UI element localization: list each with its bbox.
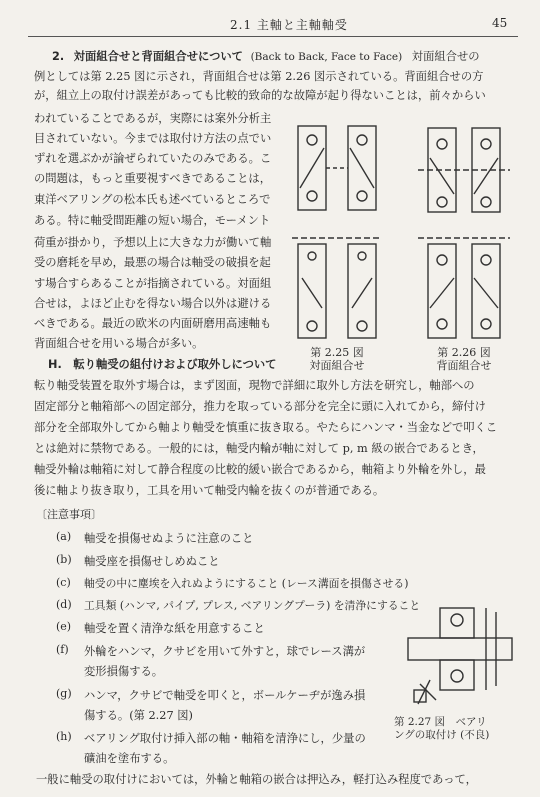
body-line: 転り軸受装置を取外す場合は，まず図面，現物で詳細に取外し方法を研究し，軸部への [34, 379, 475, 392]
body-line: 一般に軸受の取付けにおいては，外輪と軸箱の嵌合は押込み，軽打込み程度であって， [36, 773, 477, 786]
figure-2-27-number: 第 2.27 図 ベアリ [394, 716, 487, 728]
figure-2-26-number: 第 2.26 図 [437, 346, 491, 359]
notes-heading: 〔注意事項〕 [36, 508, 102, 521]
body-line: 東洋ベアリングの松本氏も述べているところで [34, 193, 271, 206]
figure-2-27-title: ングの取付け (不良) [394, 729, 490, 741]
figure-2-25-drawing [292, 118, 382, 346]
body-line: とは絶対に禁物である。一般的には，軸受内輪が軸に対して p, m 級の嵌合であるとき， [34, 442, 484, 455]
note-text: 軸受を置く清浄な紙を用意すること [84, 622, 265, 635]
body-line: 部分を全部取外してから軸より軸受を慎重に抜き取る。やたらにハンマ・当金などで叩くこ [34, 421, 498, 434]
section-h-number: H. [48, 358, 62, 371]
note-text: 工具類 (ハンマ, パイプ, プレス, ベアリングプーラ) を清浄にすること [84, 599, 421, 612]
note-mark: (h) [56, 730, 72, 743]
note-text: ベアリング取付け挿入部の軸・軸箱を清浄にし，少量の [84, 732, 366, 745]
section-h-heading [48, 358, 276, 371]
section-2-title: 対面組合せと背面組合せについて [73, 50, 243, 63]
body-line: 例としては第 2.25 図に示され，背面組合せは第 2.26 図示されている。背面組合せの方 [34, 70, 484, 83]
body-line: べきである。最近の欧米の内面研磨用高速軸も [34, 317, 272, 330]
body-line: ある。特に軸受間距離の短い場合，モーメント [34, 214, 271, 227]
note-mark: (b) [56, 553, 72, 566]
body-line: 固定部分と軸箱部への固定部分，推力を取っている部分を完全に頭に入れてから，締付け [34, 400, 486, 413]
figure-2-27-drawing [400, 600, 518, 708]
note-mark: (f) [56, 643, 69, 656]
running-header: 2.1 主軸と主軸軸受 [230, 18, 348, 32]
note-mark: (e) [56, 620, 72, 633]
figure-2-27-caption [394, 716, 518, 742]
note-text: 軸受座を損傷せしめぬこと [84, 555, 220, 568]
section-h-title: 転り軸受の組付けおよび取外しについて [73, 358, 277, 371]
page-number: 45 [492, 16, 508, 30]
note-text: 軸受の中に塵埃を入れぬようにすること (レース溝面を損傷させる) [84, 577, 409, 590]
figure-2-25-title: 対面組合せ [309, 359, 365, 372]
note-mark: (c) [56, 576, 71, 589]
note-mark: (d) [56, 598, 72, 611]
note-mark: (g) [56, 687, 72, 700]
figure-2-26-title: 背面組合せ [436, 359, 492, 372]
body-line: 対面組合せの [411, 50, 480, 63]
section-2-number: 2. [52, 50, 65, 63]
figure-2-25-number: 第 2.25 図 [310, 346, 364, 359]
note-text: 軸受を損傷せぬように注意のこと [84, 532, 254, 545]
body-line: ずれを選ぶかが論ぜられていたのみである。こ [34, 152, 272, 165]
figure-2-26-caption [420, 346, 508, 372]
body-line: の問題は，もっと重要視すべきであることは， [34, 172, 272, 185]
body-line: す場合すらあることが指摘されている。対面組 [34, 277, 272, 290]
note-text: 傷する。(第 2.27 図) [84, 709, 193, 722]
header-rule [28, 36, 518, 37]
note-text: 外輪をハンマ，クサビを用いて外すと，球でレース溝が [84, 645, 366, 658]
note-text: 変形損傷する。 [84, 665, 164, 678]
figure-2-25-caption [294, 346, 380, 372]
figure-2-26-drawing [418, 118, 510, 346]
note-mark: (a) [56, 530, 72, 543]
body-line: 目されていない。今までは取付け方法の点でい [34, 132, 272, 145]
body-line: 軸受外輪は軸箱に対して静合程度の比較的緩い嵌合であるから，軸箱より外輪を外し，最 [34, 463, 486, 476]
body-line: 背面組合せを用いる場合が多い。 [34, 337, 204, 350]
note-text: ハンマ，クサビで軸受を叩くと，ボールケーヂが逸み損 [84, 689, 366, 702]
body-line: 荷重が掛かり，予想以上に大きな力が働いて軸 [34, 236, 272, 249]
note-text: 礦油を塗布する。 [84, 752, 175, 765]
body-line: 合せは，よほど止むを得ない場合以外は避ける [34, 297, 272, 310]
body-line: が，組立上の取付け誤差があっても比較的致命的な故障が起り得ないことは，前々からい [34, 89, 486, 102]
section-2-heading [52, 50, 480, 64]
body-line: われていることであるが，実際には案外分析主 [34, 112, 272, 125]
body-line: 後に軸より抜き取り，工具を用いて軸受内輪を抜くのが普通である。 [34, 484, 385, 497]
section-2-paren: (Back to Back, Face to Face) [250, 51, 403, 63]
body-line: 受の磨耗を早め，最悪の場合は軸受の破損を起 [34, 256, 271, 269]
